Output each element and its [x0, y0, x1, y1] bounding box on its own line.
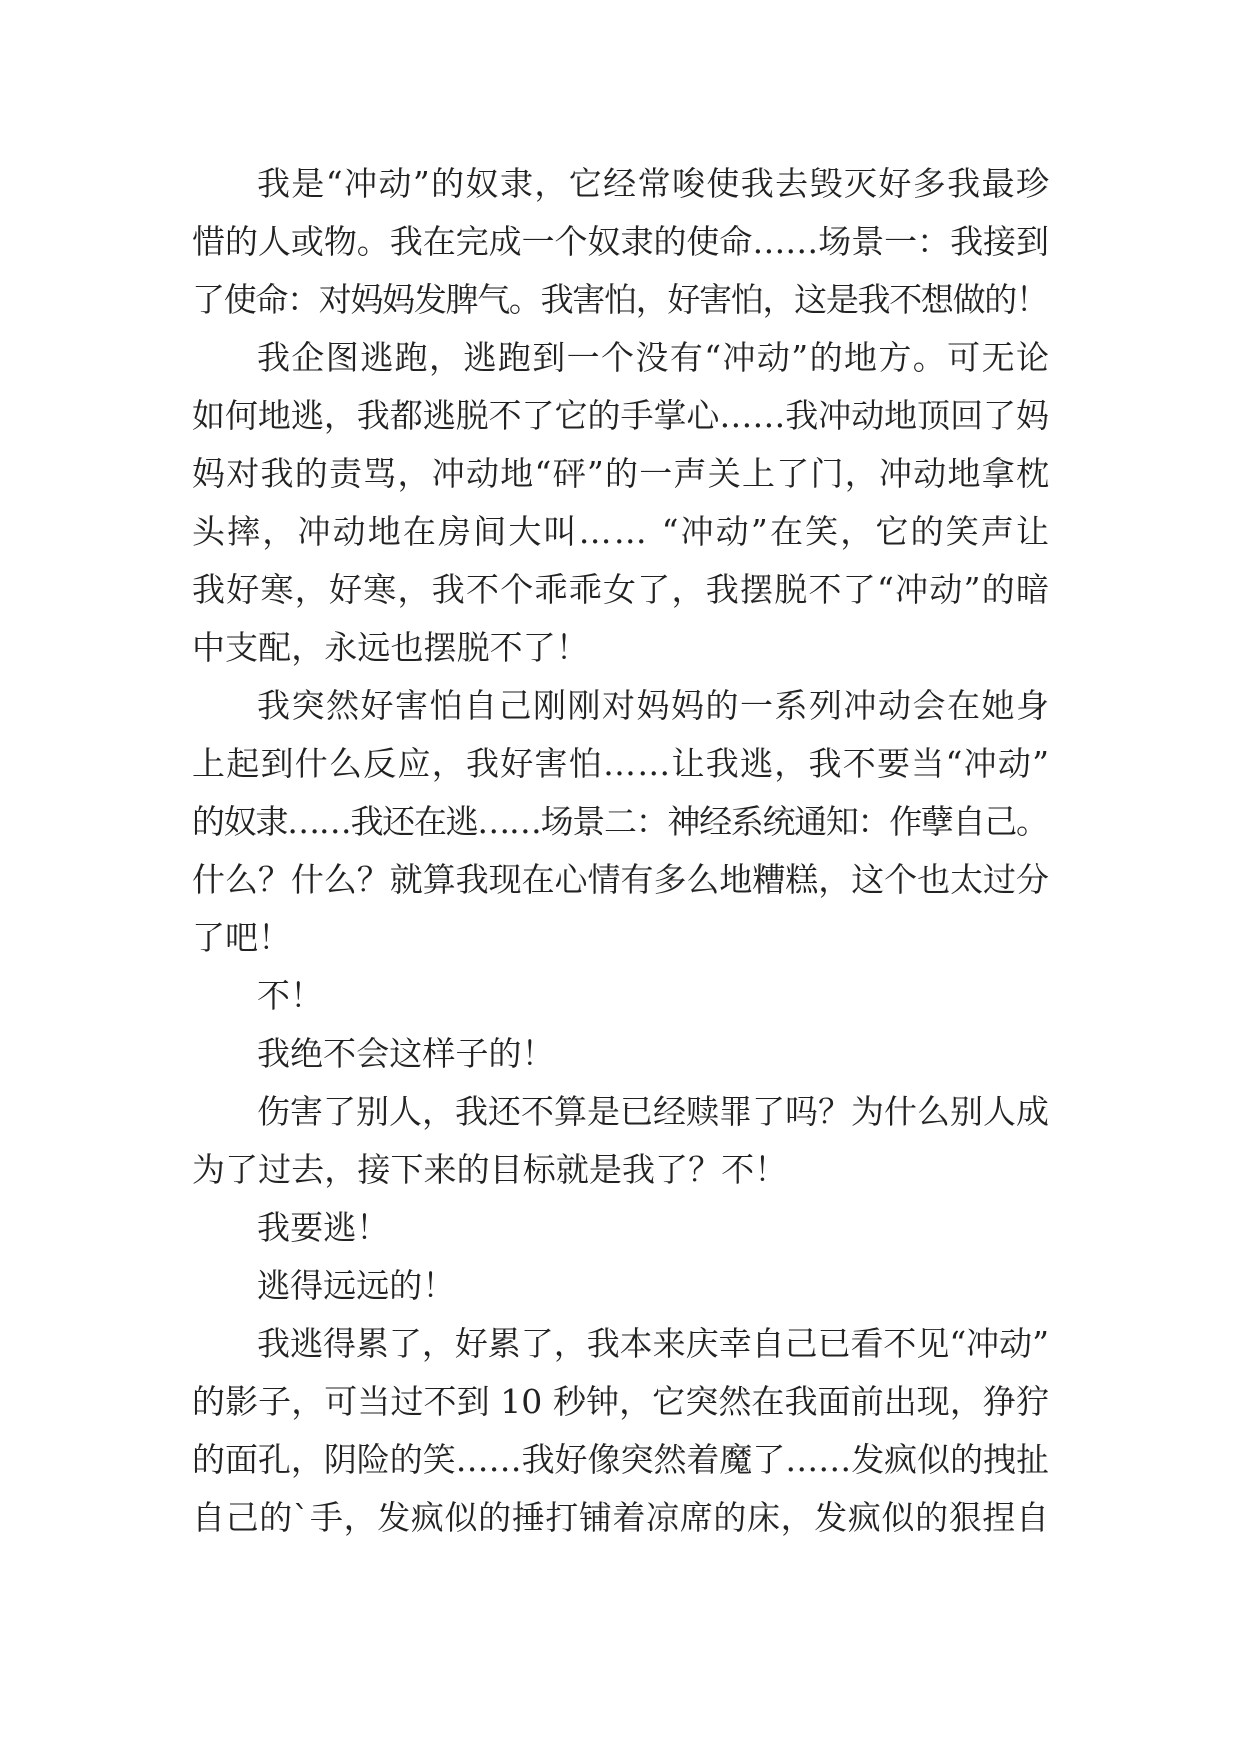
paragraph: [192, 1083, 1049, 1199]
text-line: 惜的人或物。我在完成一个奴隶的使命……场景一：我接到: [192, 222, 1049, 261]
text-line: 我是“冲动”的奴隶，它经常唆使我去毁灭好多我最珍: [257, 164, 1051, 203]
text-line: 什么？什么？就算我现在心情有多么地糟糕，这个也太过分: [192, 860, 1049, 899]
text-line: 为了过去，接下来的目标就是我了？不！: [192, 1150, 788, 1189]
text-line: 我绝不会这样子的！: [257, 1034, 555, 1073]
text-line: 我好寒，好寒，我不个乖乖女了，我摆脱不了“冲动”的暗: [192, 570, 1051, 609]
paragraph: [192, 1257, 1049, 1315]
paragraph: [192, 155, 1049, 329]
document-body: [192, 155, 1052, 1547]
text-line: 自己的`手，发疯似的捶打铺着凉席的床，发疯似的狠捏自: [192, 1498, 1050, 1537]
paragraph: [192, 1025, 1049, 1083]
paragraph: [192, 677, 1049, 967]
paragraph: [192, 1199, 1049, 1257]
text-line: 我要逃！: [257, 1208, 390, 1247]
text-line: 我突然好害怕自己刚刚对妈妈的一系列冲动会在她身: [257, 686, 1051, 725]
text-line: 上起到什么反应，我好害怕……让我逃，我不要当“冲动”: [192, 744, 1051, 783]
paragraph: [192, 1315, 1049, 1547]
text-line: 的面孔，阴险的笑……我好像突然着魔了……发疯似的拽扯: [192, 1440, 1049, 1479]
paragraph: [192, 329, 1052, 677]
paragraph: [192, 967, 1049, 1025]
text-line: 的奴隶……我还在逃……场景二：神经系统通知：作孽自己。: [192, 802, 1048, 841]
text-line: 逃得远远的！: [257, 1266, 456, 1305]
text-line: 了使命：对妈妈发脾气。我害怕，好害怕，这是我不想做的！: [192, 280, 1048, 319]
text-line: 的影子，可当过不到 10 秒钟，它突然在我面前出现，狰狞: [192, 1382, 1050, 1421]
text-line: 我企图逃跑，逃跑到一个没有“冲动”的地方。可无论: [257, 338, 1051, 377]
text-line: 我逃得累了，好累了，我本来庆幸自己已看不见“冲动”: [257, 1324, 1049, 1363]
text-line: 不！: [257, 976, 324, 1015]
text-line: 了吧！: [192, 918, 292, 957]
text-line: 妈对我的责骂，冲动地“砰”的一声关上了门，冲动地拿枕: [192, 454, 1051, 493]
text-line: 中支配，永远也摆脱不了！: [192, 628, 589, 667]
text-line: 伤害了别人，我还不算是已经赎罪了吗？为什么别人成: [257, 1092, 1049, 1131]
text-line: 如何地逃，我都逃脱不了它的手掌心……我冲动地顶回了妈: [192, 396, 1049, 435]
text-line: 头摔，冲动地在房间大叫…… “冲动”在笑，它的笑声让: [192, 512, 1052, 551]
